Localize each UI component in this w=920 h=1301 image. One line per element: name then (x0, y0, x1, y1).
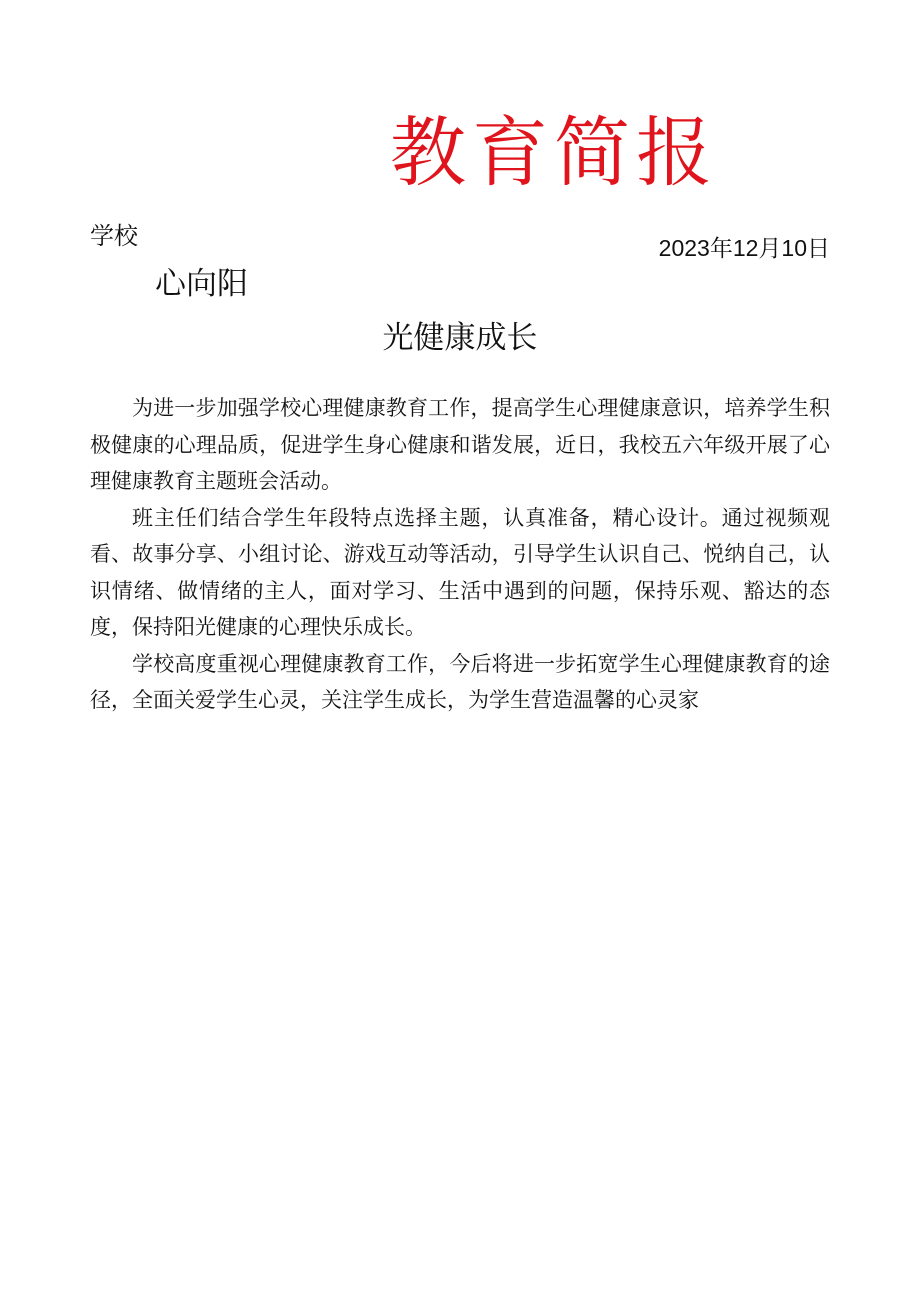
masthead-title: 教育简报 (390, 108, 718, 197)
article-body (90, 390, 830, 719)
article-title-line-1: 心向阳 (155, 266, 248, 301)
issue-date: 2023年12月10日 (658, 235, 830, 261)
article-title-line-2: 光健康成长 (382, 320, 538, 355)
article-paragraph: 班主任们结合学生年段特点选择主题，认真准备，精心设计。通过视频观看、故事分享、小组讨论、游戏互动等活动，引导学生认识自己、悦纳自己，认识情绪、做情绪的主人，面对学习、生活中遇到的问题，保持乐观、豁达的态度，保持阳光健康的心理快乐成长。 (90, 505, 830, 639)
article-paragraph: 学校高度重视心理健康教育工作，今后将进一步拓宽学生心理健康教育的途径，全面关爱学生心灵，关注学生成长，为学生营造温馨的心灵家 (90, 651, 830, 712)
school-label: 学校 (90, 222, 138, 250)
article-paragraph: 为进一步加强学校心理健康教育工作，提高学生心理健康意识，培养学生积极健康的心理品质，促进学生身心健康和谐发展，近日，我校五六年级开展了心理健康教育主题班会活动。 (90, 396, 830, 493)
